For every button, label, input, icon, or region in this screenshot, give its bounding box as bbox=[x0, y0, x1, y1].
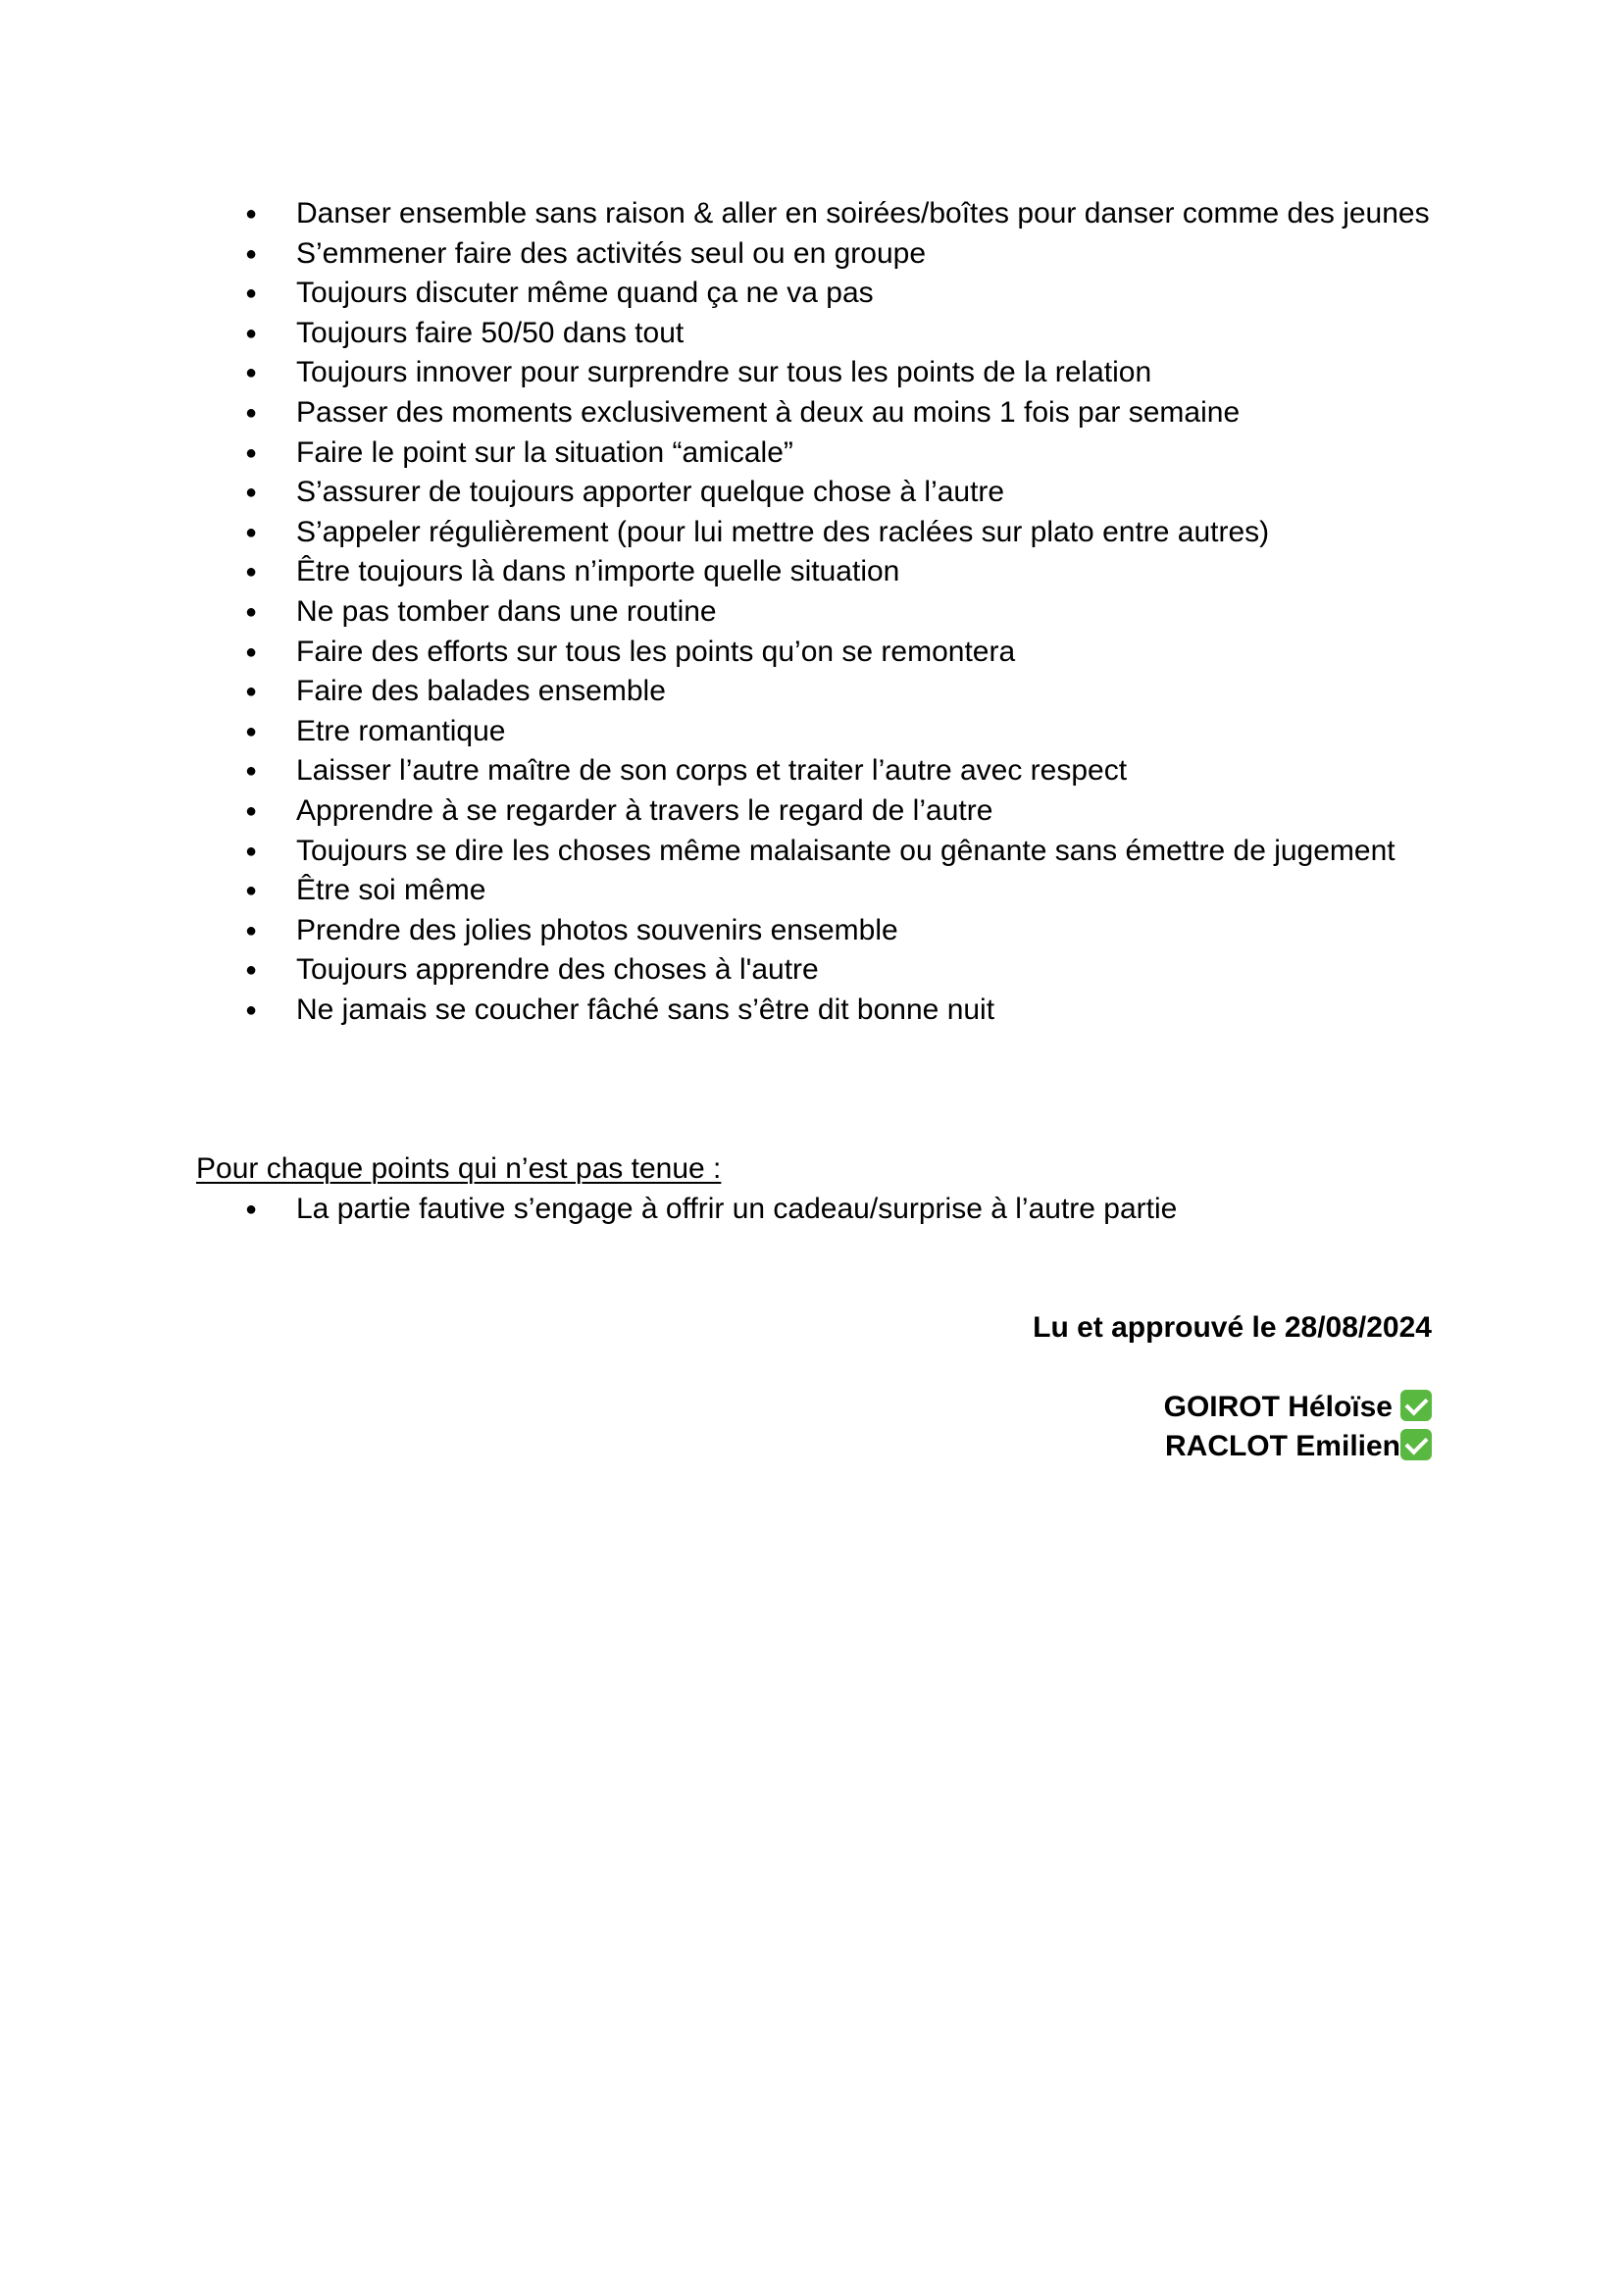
rule-text: Toujours apprendre des choses à l'autre bbox=[296, 953, 819, 987]
list-item bbox=[196, 911, 1432, 951]
bullet-icon: ● bbox=[245, 959, 258, 982]
list-item bbox=[196, 393, 1432, 433]
penalty-list bbox=[196, 1190, 1432, 1230]
list-item bbox=[196, 633, 1432, 673]
rule-text: Faire des balades ensemble bbox=[296, 675, 666, 708]
rule-text: Laisser l’autre maître de son corps et traiter l’autre avec respect bbox=[296, 754, 1128, 788]
signatory-name: RACLOT Emilien bbox=[1164, 1430, 1400, 1463]
list-item bbox=[196, 751, 1432, 791]
bullet-icon: ● bbox=[245, 720, 258, 742]
list-item bbox=[196, 871, 1432, 911]
bullet-icon: ● bbox=[245, 681, 258, 703]
rule-text: Toujours innover pour surprendre sur tous les points de la relation bbox=[296, 356, 1152, 389]
bullet-icon: ● bbox=[245, 401, 258, 424]
bullet-icon: ● bbox=[245, 760, 258, 783]
list-item bbox=[196, 712, 1432, 752]
rule-text: Être toujours là dans n’importe quelle situation bbox=[296, 555, 900, 588]
list-item bbox=[196, 513, 1432, 553]
signatory-line bbox=[1033, 1388, 1432, 1428]
rule-text: Ne jamais se coucher fâché sans s’être dit bonne nuit bbox=[296, 993, 995, 1026]
white-check-mark-icon bbox=[1400, 1429, 1432, 1460]
rule-text: Prendre des jolies photos souvenirs ensemble bbox=[296, 913, 898, 946]
list-item bbox=[196, 950, 1432, 991]
spacer bbox=[1033, 1349, 1432, 1388]
bullet-icon: ● bbox=[245, 482, 258, 504]
bullet-icon: ● bbox=[245, 880, 258, 902]
list-item bbox=[196, 194, 1432, 234]
list-item bbox=[196, 991, 1432, 1031]
rule-text: Faire le point sur la situation “amicale” bbox=[296, 435, 793, 469]
bullet-icon: ● bbox=[245, 561, 258, 584]
list-item bbox=[196, 552, 1432, 592]
rule-text: Toujours faire 50/50 dans tout bbox=[296, 316, 685, 349]
white-check-mark-icon bbox=[1400, 1390, 1432, 1421]
list-item bbox=[196, 234, 1432, 275]
signatory-name: GOIROT Héloïse bbox=[1163, 1390, 1393, 1423]
list-item bbox=[196, 791, 1432, 832]
rule-text: Faire des efforts sur tous les points qu’on se remontera bbox=[296, 635, 1016, 668]
rule-text: Apprendre à se regarder à travers le regard de l’autre bbox=[296, 793, 993, 827]
list-item bbox=[196, 314, 1432, 354]
rule-text: S’appeler régulièrement (pour lui mettre des raclées sur plato entre autres) bbox=[296, 515, 1270, 548]
penalty-heading: Pour chaque points qui n’est pas tenue : bbox=[196, 1152, 722, 1185]
rule-text: Danser ensemble sans raison & aller en soirées/boîtes pour danser comme des jeunes bbox=[296, 197, 1430, 229]
list-item bbox=[196, 353, 1432, 393]
bullet-icon: ● bbox=[245, 441, 258, 464]
bullet-icon: ● bbox=[245, 600, 258, 623]
list-item bbox=[196, 832, 1432, 872]
bullet-icon: ● bbox=[245, 640, 258, 663]
rule-text: S’assurer de toujours apporter quelque chose à l’autre bbox=[296, 476, 1005, 509]
signature-block bbox=[1033, 1308, 1432, 1467]
bullet-icon: ● bbox=[245, 242, 258, 265]
list-item bbox=[196, 274, 1432, 314]
bullet-icon: ● bbox=[245, 322, 258, 344]
bullet-icon: ● bbox=[245, 521, 258, 543]
rule-text: Être soi même bbox=[296, 874, 486, 907]
rule-text: Toujours discuter même quand ça ne va pas bbox=[296, 277, 874, 310]
bullet-icon: ● bbox=[245, 282, 258, 305]
list-item bbox=[196, 1190, 1432, 1230]
list-item bbox=[196, 473, 1432, 513]
bullet-icon: ● bbox=[245, 919, 258, 942]
rules-list bbox=[196, 194, 1432, 1030]
bullet-icon: ● bbox=[245, 362, 258, 384]
bullet-icon: ● bbox=[245, 203, 258, 225]
bullet-icon: ● bbox=[245, 840, 258, 862]
rule-text: Etre romantique bbox=[296, 714, 506, 747]
bullet-icon: ● bbox=[245, 998, 258, 1021]
list-item bbox=[196, 592, 1432, 633]
signatory-line bbox=[1033, 1427, 1432, 1467]
rule-text: Passer des moments exclusivement à deux au moins 1 fois par semaine bbox=[296, 395, 1241, 429]
penalty-text: La partie fautive s’engage à offrir un cadeau/surprise à l’autre partie bbox=[296, 1193, 1178, 1225]
rule-text: S’emmener faire des activités seul ou en groupe bbox=[296, 236, 927, 270]
list-item bbox=[196, 672, 1432, 712]
rule-text: Ne pas tomber dans une routine bbox=[296, 594, 717, 628]
approval-line: Lu et approuvé le 28/08/2024 bbox=[1033, 1311, 1432, 1344]
list-item bbox=[196, 433, 1432, 474]
bullet-icon: ● bbox=[245, 799, 258, 822]
rule-text: Toujours se dire les choses même malaisante ou gênante sans émettre de jugement bbox=[296, 834, 1396, 867]
bullet-icon: ● bbox=[245, 1198, 258, 1220]
